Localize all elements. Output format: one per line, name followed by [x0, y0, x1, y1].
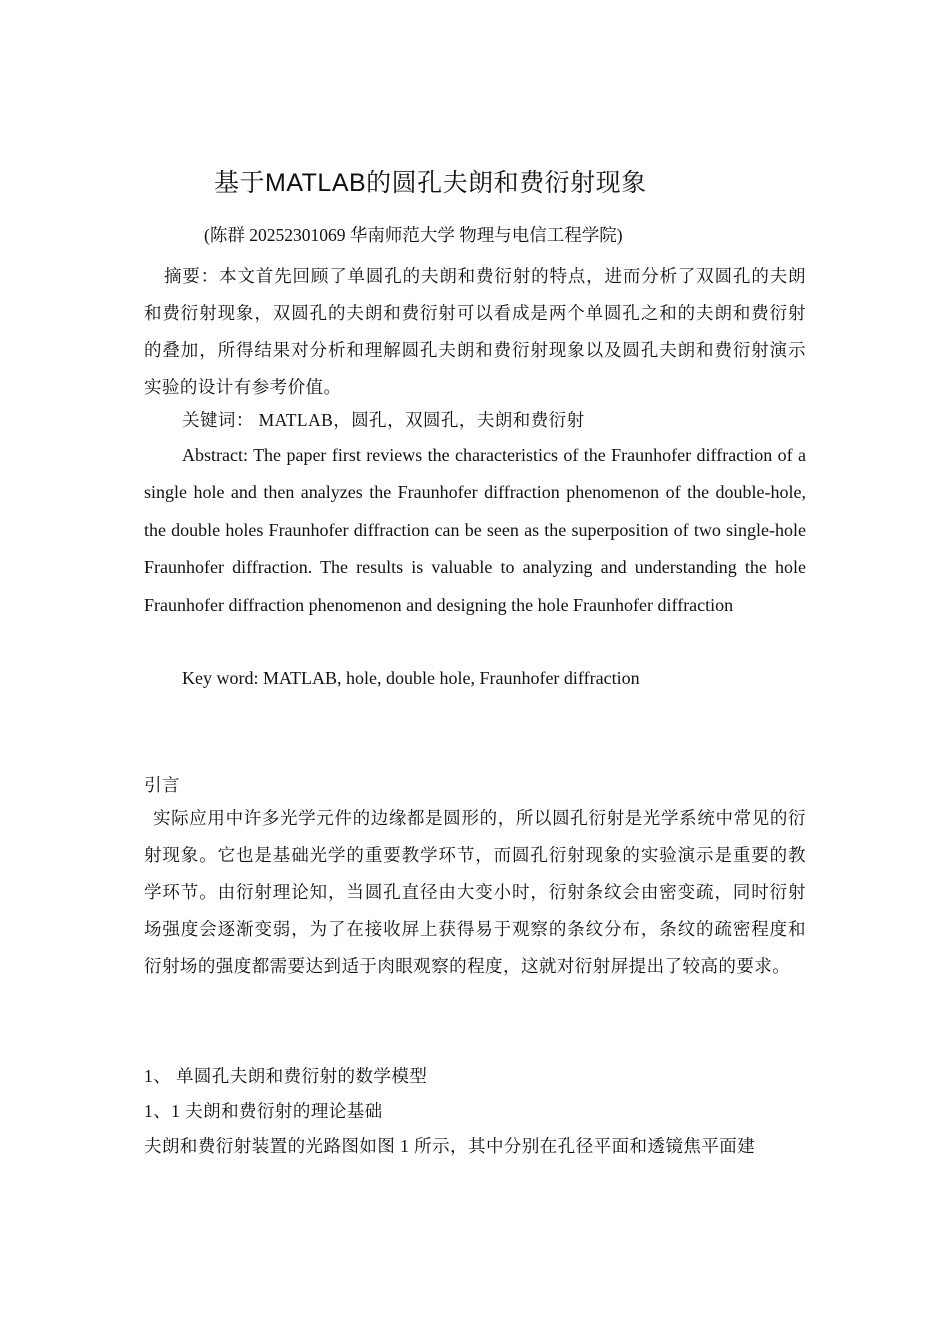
- intro-body: 实际应用中许多光学元件的边缘都是圆形的，所以圆孔衍射是光学系统中常见的衍射现象。它也是基础光学的重要教学环节，而圆孔衍射现象的实验演示是重要的教学环节。由衍射理论知，当圆孔直径由大变小时，衍射条纹会由密变疏，同时衍射场强度会逐渐变弱，为了在接收屏上获得易于观察的条纹分布，条纹的疏密程度和衍射场的强度都需要达到适于肉眼观察的程度，这就对衍射屏提出了较高的要求。: [144, 808, 806, 976]
- keywords-english: Key word: MATLAB, hole, double hole, Fraunhofer diffraction: [182, 668, 640, 688]
- section-1-heading: 1、 单圆孔夫朗和费衍射的数学模型: [144, 1066, 428, 1086]
- intro-heading: 引言: [144, 775, 180, 795]
- paper-title: 基于MATLAB的圆孔夫朗和费衍射现象: [214, 169, 647, 197]
- abstract-english: Abstract: The paper first reviews the characteristics of the Fraunhofer diffraction of a single hole and then analyzes the Fraunhofer diffraction phenomenon of the double-hole, the double holes Fraunhofer diffraction can be seen as the superposition of two single-hole Fraunhofer diffraction. The results is valuable to analyzing and understanding the hole Fraunhofer diffraction phenomenon and designing the hole Fraunhofer diffraction: [144, 445, 806, 615]
- abstract-chinese: 摘要：本文首先回顾了单圆孔的夫朗和费衍射的特点，进而分析了双圆孔的夫朗和费衍射现象，双圆孔的夫朗和费衍射可以看成是两个单圆孔之和的夫朗和费衍射的叠加，所得结果对分析和理解圆孔夫朗和费衍射现象以及圆孔夫朗和费衍射演示实验的设计有参考价值。: [144, 266, 806, 397]
- section-1-1-body: 夫朗和费衍射装置的光路图如图 1 所示，其中分别在孔径平面和透镜焦平面建: [144, 1136, 756, 1156]
- section-1-1-heading: 1、1 夫朗和费衍射的理论基础: [144, 1101, 383, 1121]
- author-affiliation: (陈群 20252301069 华南师范大学 物理与电信工程学院): [204, 225, 623, 245]
- keywords-chinese: 关键词： MATLAB，圆孔，双圆孔，夫朗和费衍射: [182, 410, 585, 430]
